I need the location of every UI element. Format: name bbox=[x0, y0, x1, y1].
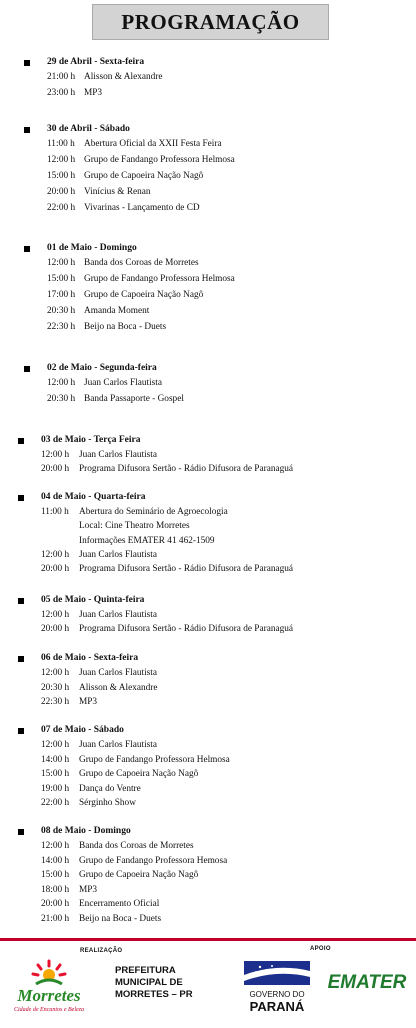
day-block bbox=[0, 826, 416, 929]
event-time: 22:00 h bbox=[47, 203, 76, 213]
event-description: Abertura do Seminário de Agroecologia bbox=[79, 507, 228, 517]
day-date: 01 de Maio - Domingo bbox=[47, 243, 137, 253]
event-row bbox=[0, 187, 416, 203]
day-header bbox=[0, 492, 416, 507]
morretes-logo bbox=[10, 958, 88, 1018]
event-description: Programa Difusora Sertão - Rádio Difusora de Paranaguá bbox=[79, 624, 294, 635]
day-date: 03 de Maio - Terça Feira bbox=[41, 435, 141, 445]
event-description: MP3 bbox=[79, 697, 98, 708]
event-description: Beijo na Boca - Duets bbox=[79, 913, 162, 924]
event-row bbox=[0, 683, 416, 698]
day-header bbox=[0, 435, 416, 450]
event-time: 11:00 h bbox=[41, 507, 69, 517]
event-time: 12:00 h bbox=[41, 450, 70, 460]
governo-top: GOVERNO DO bbox=[249, 990, 305, 999]
event-row bbox=[0, 72, 416, 88]
event-row bbox=[0, 841, 416, 856]
event-description: Grupo de Capoeira Nação Nagô bbox=[79, 870, 199, 881]
bullet-icon bbox=[18, 438, 24, 444]
event-time: 15:00 h bbox=[47, 171, 76, 181]
event-row bbox=[0, 870, 416, 885]
event-time: 20:00 h bbox=[47, 187, 76, 197]
event-time: 12:00 h bbox=[41, 610, 70, 620]
day-date: 08 de Maio - Domingo bbox=[41, 826, 131, 836]
event-description: Alisson & Alexandre bbox=[84, 72, 163, 82]
day-header bbox=[0, 363, 416, 378]
event-row bbox=[0, 394, 416, 410]
event-description: Vivarinas - Lançamento de CD bbox=[84, 203, 200, 213]
event-description: Grupo de Capoeira Nação Nagô bbox=[84, 171, 204, 181]
event-description: Grupo de Fandango Professora Hemosa bbox=[79, 855, 228, 866]
bullet-icon bbox=[24, 246, 30, 252]
event-description: Grupo de Fandango Professora Helmosa bbox=[84, 274, 235, 284]
event-row bbox=[0, 274, 416, 290]
event-row bbox=[0, 507, 416, 521]
day-block bbox=[0, 595, 416, 639]
realizacao-label: REALIZAÇÃO bbox=[80, 948, 123, 954]
event-row bbox=[0, 290, 416, 306]
morretes-name: Morretes bbox=[17, 986, 81, 1005]
event-time: 21:00 h bbox=[41, 913, 70, 924]
event-time: 22:00 h bbox=[41, 798, 70, 809]
event-description: Banda Passaporte - Gospel bbox=[84, 394, 184, 404]
day-header bbox=[0, 57, 416, 72]
event-description: Dança do Ventre bbox=[79, 783, 141, 794]
day-date: 06 de Maio - Sexta-feira bbox=[41, 653, 139, 663]
day-date: 30 de Abril - Sábado bbox=[47, 124, 130, 134]
day-block bbox=[0, 492, 416, 578]
event-description: Programa Difusora Sertão - Rádio Difusora de Paranaguá bbox=[79, 564, 294, 575]
day-block bbox=[0, 363, 416, 410]
event-row bbox=[0, 306, 416, 322]
event-description: Banda dos Coroas de Morretes bbox=[79, 841, 194, 851]
event-description: Grupo de Capoeira Nação Nagô bbox=[84, 290, 204, 300]
event-description: Grupo de Fandango Professora Helmosa bbox=[79, 754, 230, 765]
event-time: 12:00 h bbox=[41, 841, 70, 851]
emater-logo bbox=[324, 966, 410, 996]
event-time: 20:30 h bbox=[41, 682, 70, 693]
event-time: 20:00 h bbox=[41, 564, 70, 575]
governo-bottom: PARANÁ bbox=[249, 999, 305, 1014]
event-description: Grupo de Capoeira Nação Nagô bbox=[79, 769, 199, 780]
event-time: 15:00 h bbox=[41, 870, 70, 881]
event-description: Alisson & Alexandre bbox=[79, 682, 158, 693]
event-time: 12:00 h bbox=[47, 155, 76, 165]
event-row bbox=[0, 899, 416, 914]
day-header bbox=[0, 124, 416, 139]
event-time: 17:00 h bbox=[47, 290, 76, 300]
event-row bbox=[0, 155, 416, 171]
event-description: Juan Carlos Flautista bbox=[84, 378, 162, 388]
event-description: Local: Cine Theatro Morretes bbox=[79, 521, 190, 532]
event-row bbox=[0, 784, 416, 799]
apoio-label: APOIO bbox=[310, 946, 331, 952]
event-row bbox=[0, 740, 416, 755]
event-row bbox=[0, 258, 416, 274]
event-row bbox=[0, 564, 416, 578]
day-block bbox=[0, 57, 416, 104]
day-block bbox=[0, 435, 416, 478]
bullet-icon bbox=[18, 656, 24, 662]
bullet-icon bbox=[18, 829, 24, 835]
event-row bbox=[0, 755, 416, 770]
event-row bbox=[0, 697, 416, 712]
event-description: Juan Carlos Flautista bbox=[79, 668, 157, 678]
event-time: 12:00 h bbox=[47, 258, 76, 268]
event-time: 22:30 h bbox=[47, 322, 76, 332]
event-row bbox=[0, 464, 416, 478]
event-time: 23:00 h bbox=[47, 88, 76, 98]
day-header bbox=[0, 653, 416, 668]
sun-icon bbox=[33, 961, 65, 984]
event-row bbox=[0, 769, 416, 784]
event-row bbox=[0, 378, 416, 394]
event-time: 15:00 h bbox=[41, 769, 70, 780]
event-description: Abertura Oficial da XXII Festa Feira bbox=[84, 139, 222, 149]
event-description: Sérginho Show bbox=[79, 798, 136, 809]
event-description: Banda dos Coroas de Morretes bbox=[84, 258, 199, 268]
event-time: 20:30 h bbox=[47, 394, 76, 404]
event-row bbox=[0, 139, 416, 155]
bullet-icon bbox=[18, 495, 24, 501]
day-date: 02 de Maio - Segunda-feira bbox=[47, 363, 157, 373]
event-row bbox=[0, 550, 416, 564]
governo-parana-logo bbox=[242, 957, 312, 1017]
page-title: PROGRAMAÇÃO bbox=[121, 9, 300, 34]
day-header bbox=[0, 725, 416, 740]
event-time: 19:00 h bbox=[41, 783, 70, 794]
event-description: MP3 bbox=[79, 884, 98, 895]
event-description: Informações EMATER 41 462-1509 bbox=[79, 535, 215, 546]
day-date: 29 de Abril - Sexta-feira bbox=[47, 57, 145, 67]
day-block bbox=[0, 124, 416, 219]
event-time: 12:00 h bbox=[41, 740, 70, 750]
event-time: 14:00 h bbox=[41, 754, 70, 765]
event-description: Amanda Moment bbox=[84, 306, 150, 316]
event-description: Grupo de Fandango Professora Helmosa bbox=[84, 155, 235, 165]
day-block bbox=[0, 653, 416, 712]
event-time: 11:00 h bbox=[47, 139, 75, 149]
bullet-icon bbox=[18, 728, 24, 734]
day-header bbox=[0, 243, 416, 258]
bullet-icon bbox=[18, 598, 24, 604]
day-block bbox=[0, 725, 416, 813]
day-header bbox=[0, 826, 416, 841]
event-time: 20:30 h bbox=[47, 306, 76, 316]
event-time: 12:00 h bbox=[41, 668, 70, 678]
event-time: 14:00 h bbox=[41, 855, 70, 866]
event-row bbox=[0, 322, 416, 338]
event-description: Juan Carlos Flautista bbox=[79, 740, 157, 750]
bullet-icon bbox=[24, 127, 30, 133]
event-description: Vinícius & Renan bbox=[84, 187, 151, 197]
prefeitura-line-3: MORRETES – PR bbox=[115, 989, 193, 1000]
prefeitura-line-1: PREFEITURA bbox=[115, 965, 176, 976]
morretes-slogan: Cidade de Encantos e Beleza bbox=[14, 1007, 84, 1013]
emater-text: EMATER bbox=[327, 972, 407, 993]
event-time: 12:00 h bbox=[41, 549, 70, 560]
event-description: MP3 bbox=[84, 88, 103, 98]
event-description: Juan Carlos Flautista bbox=[79, 549, 157, 560]
day-date: 05 de Maio - Quinta-feira bbox=[41, 595, 145, 605]
event-row bbox=[0, 203, 416, 219]
event-row bbox=[0, 536, 416, 550]
title-box bbox=[92, 4, 329, 40]
event-description: Encerramento Oficial bbox=[79, 899, 160, 910]
bullet-icon bbox=[24, 60, 30, 66]
event-time: 12:00 h bbox=[47, 378, 76, 388]
event-row bbox=[0, 624, 416, 638]
event-time: 20:00 h bbox=[41, 464, 70, 475]
event-description: Juan Carlos Flautista bbox=[79, 450, 157, 460]
event-row bbox=[0, 885, 416, 900]
event-row bbox=[0, 856, 416, 871]
event-row bbox=[0, 914, 416, 929]
day-block bbox=[0, 243, 416, 338]
event-row bbox=[0, 668, 416, 683]
event-row bbox=[0, 610, 416, 624]
day-header bbox=[0, 595, 416, 610]
event-time: 20:00 h bbox=[41, 624, 70, 635]
event-row bbox=[0, 88, 416, 104]
prefeitura-text bbox=[115, 965, 193, 1001]
event-description: Programa Difusora Sertão - Rádio Difusora de Paranaguá bbox=[79, 464, 294, 475]
event-time: 22:30 h bbox=[41, 697, 70, 708]
event-time: 18:00 h bbox=[41, 884, 70, 895]
event-description: Juan Carlos Flautista bbox=[79, 610, 157, 620]
bullet-icon bbox=[24, 366, 30, 372]
event-time: 20:00 h bbox=[41, 899, 70, 910]
prefeitura-line-2: MUNICIPAL DE bbox=[115, 977, 183, 988]
event-description: Beijo na Boca - Duets bbox=[84, 322, 167, 332]
event-row bbox=[0, 450, 416, 464]
event-time: 21:00 h bbox=[47, 72, 76, 82]
footer-divider bbox=[0, 938, 416, 941]
event-time: 15:00 h bbox=[47, 274, 76, 284]
event-row bbox=[0, 798, 416, 813]
day-date: 04 de Maio - Quarta-feira bbox=[41, 492, 146, 502]
day-date: 07 de Maio - Sábado bbox=[41, 725, 124, 735]
event-row bbox=[0, 171, 416, 187]
event-row bbox=[0, 521, 416, 535]
